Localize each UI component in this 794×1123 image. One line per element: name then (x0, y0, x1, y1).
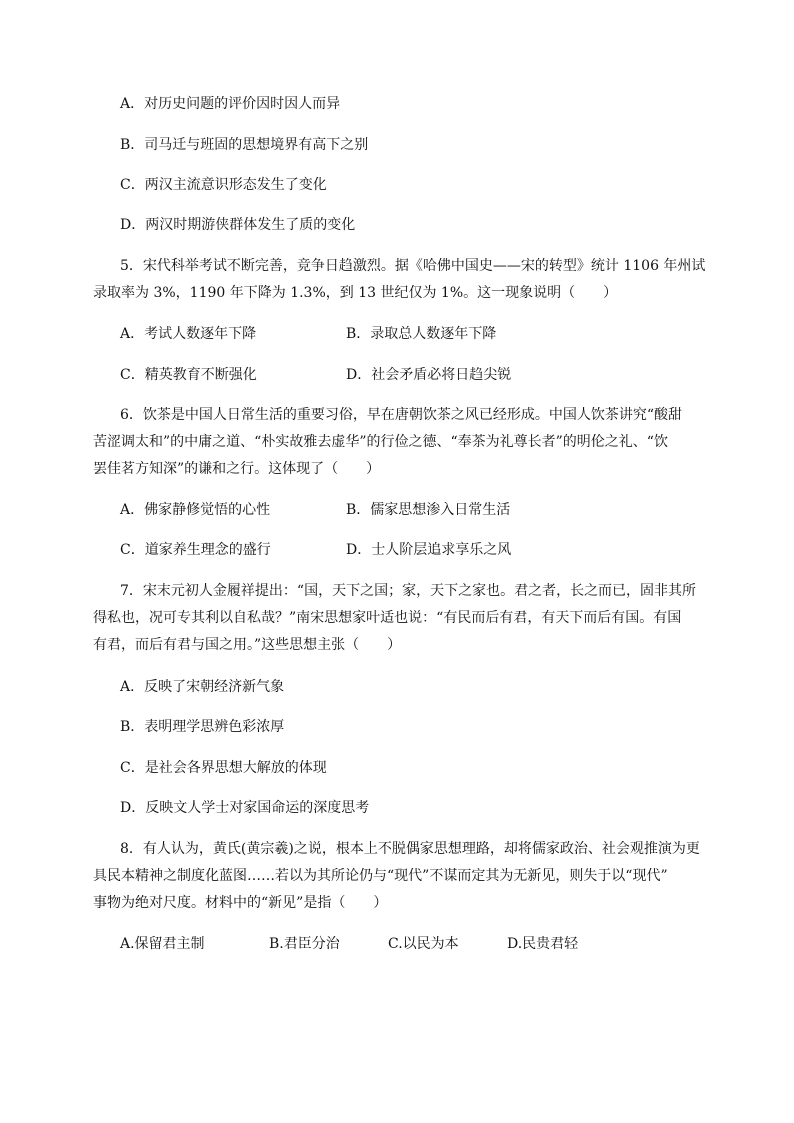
q8-option-c: C.以民为本 (388, 936, 459, 952)
q7-stem-line1: 7．宋末元初人金履祥提出：“国，天下之国；家，天下之家也。君之者，长之而已，固非其所 (120, 583, 697, 599)
q8-stem-line2: 具民本精神之制度化蓝图……若以为其所论仍与“现代”不谋而定其为无新见，则失于以“现代” (93, 868, 668, 884)
q4-option-b: B．司马迁与班固的思想境界有高下之别 (120, 137, 369, 153)
q4-option-d: D．两汉时期游侠群体发生了质的变化 (120, 217, 356, 233)
q5-option-b: B．录取总人数逐年下降 (346, 326, 497, 342)
q8-stem-line1: 8．有人认为，黄氏(黄宗羲)之说，根本上不脱偶家思想理路，却将儒家政治、社会观推演为更 (120, 841, 700, 857)
q6-option-a: A．佛家静修觉悟的心性 (120, 502, 271, 518)
q7-option-c: C．是社会各界思想大解放的体现 (120, 760, 327, 776)
q4-option-c: C．两汉主流意识形态发生了变化 (120, 177, 327, 193)
q8-option-b: B.君臣分治 (269, 936, 340, 952)
q8-option-d: D.民贵君轻 (507, 936, 579, 952)
q7-option-d: D．反映文人学士对家国命运的深度思考 (120, 800, 370, 816)
q5-option-d: D．社会矛盾必将日趋尖锐 (346, 367, 512, 383)
q4-option-a: A．对历史问题的评价因时因人而异 (120, 96, 341, 112)
q6-option-c: C．道家养生理念的盛行 (120, 542, 271, 558)
q6-stem-line3: 罢佳茗方知深”的谦和之行。这体现了（ ） (93, 461, 381, 477)
q5-stem-line1: 5．宋代科举考试不断完善，竞争日趋激烈。据《哈佛中国史——宋的转型》统计 1106 年州试 (120, 258, 706, 274)
q8-option-a: A.保留君主制 (120, 936, 205, 952)
q6-option-d: D．士人阶层追求享乐之风 (346, 542, 512, 558)
q7-option-b: B．表明理学思辨色彩浓厚 (120, 719, 285, 735)
q7-stem-line2: 得私也，况可专其利以自私哉？”南宋思想家叶适也说：“有民而后有君，有天下而后有国。有国 (93, 610, 682, 626)
q6-stem-line1: 6．饮茶是中国人日常生活的重要习俗，早在唐朝饮茶之风已经形成。中国人饮茶讲究“酸甜 (120, 407, 683, 423)
q6-option-b: B．儒家思想渗入日常生活 (346, 502, 511, 518)
q8-stem-line3: 事物为绝对尺度。材料中的“新见”是指（ ） (93, 895, 388, 911)
q7-stem-line3: 有君，而后有君与国之用。”这些思想主张（ ） (93, 637, 402, 653)
q6-stem-line2: 苦涩调太和”的中庸之道、“朴实故雅去虚华”的行俭之德、“奉茶为礼尊长者”的明伦之礼、“饮 (93, 434, 668, 450)
q7-option-a: A．反映了宋朝经济新气象 (120, 679, 285, 695)
q5-option-c: C．精英教育不断强化 (120, 367, 257, 383)
q5-option-a: A．考试人数逐年下降 (120, 326, 257, 342)
q5-stem-line2: 录取率为 3%，1190 年下降为 1.3%，到 13 世纪仅为 1%。这一现象说明（ ） (93, 285, 618, 301)
